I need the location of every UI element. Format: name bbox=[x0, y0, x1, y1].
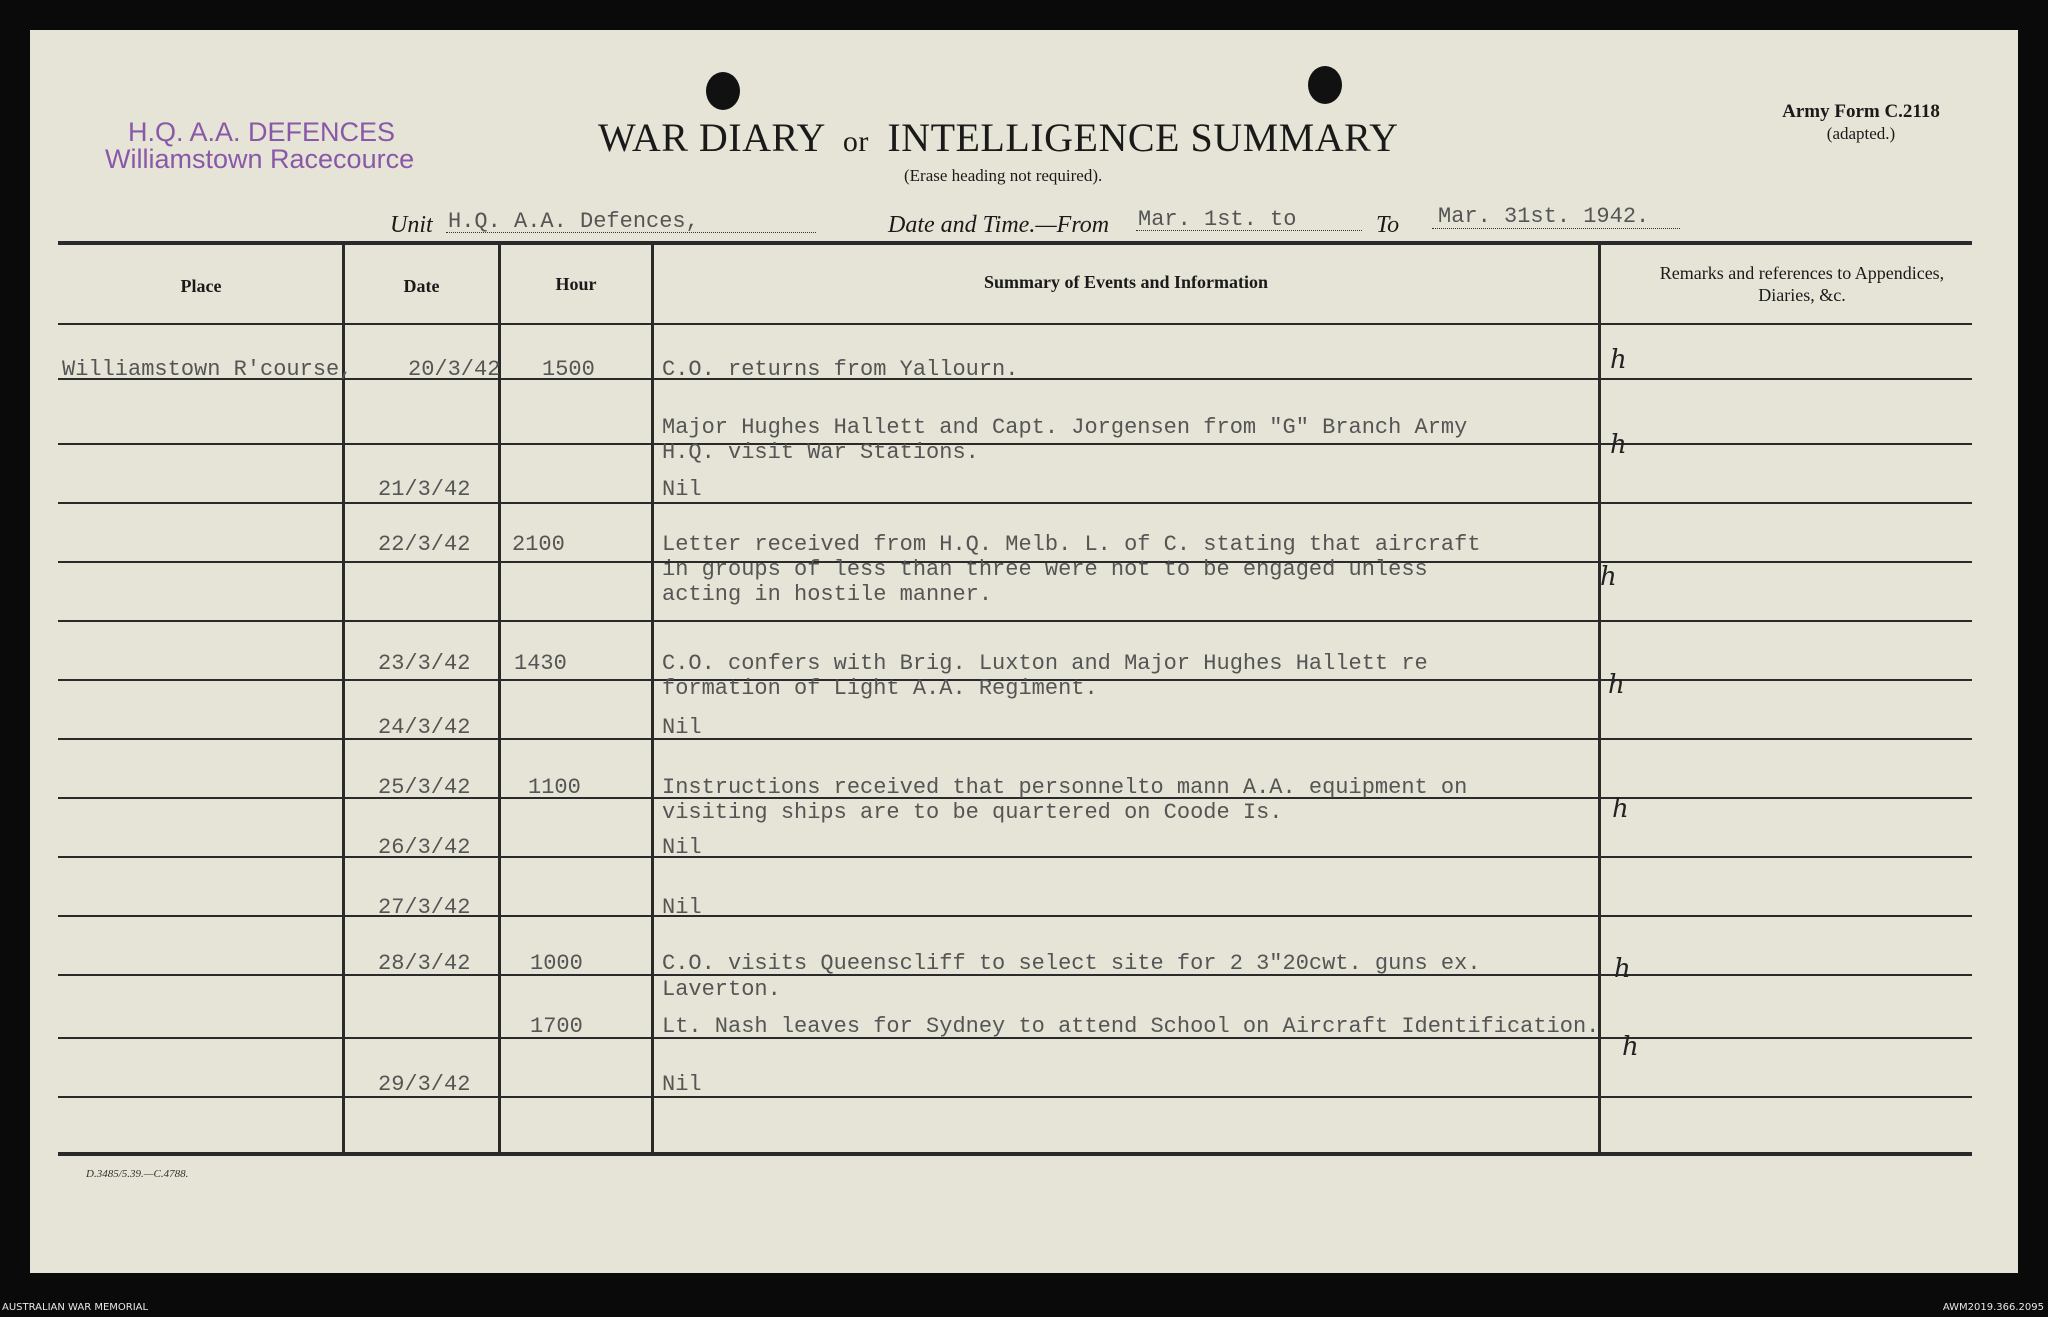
date-cell: 22/3/42 bbox=[378, 532, 471, 557]
date-cell: 28/3/42 bbox=[378, 951, 471, 976]
date-cell: 21/3/42 bbox=[378, 477, 471, 502]
summary-line: C.O. returns from Yallourn. bbox=[662, 357, 1019, 382]
summary-line: Nil bbox=[662, 477, 702, 502]
summary-line: Lt. Nash leaves for Sydney to attend School on Aircraft Identification. bbox=[662, 1014, 1600, 1039]
unit-stamp-line2: Williamstown Racecource bbox=[105, 144, 415, 174]
column-header-place: Place bbox=[180, 276, 222, 296]
date-cell: 24/3/42 bbox=[378, 715, 471, 740]
credit-right: AWM2019.366.2095 bbox=[1942, 1302, 2044, 1313]
column-divider bbox=[651, 244, 654, 1156]
erase-note: (Erase heading not required). bbox=[904, 166, 1103, 185]
form-code: D.3485/5.39.—C.4788. bbox=[86, 1168, 189, 1180]
row-rule bbox=[58, 620, 1972, 622]
summary-line: H.Q. visit War Stations. bbox=[662, 440, 979, 465]
date-cell: 26/3/42 bbox=[378, 835, 471, 860]
column-header-hour: Hour bbox=[555, 274, 597, 294]
column-header-summary: Summary of Events and Information bbox=[983, 272, 1269, 292]
row-rule bbox=[58, 443, 1972, 445]
row-rule bbox=[58, 738, 1972, 740]
date-cell: 29/3/42 bbox=[378, 1072, 471, 1097]
title-part2: INTELLIGENCE SUMMARY bbox=[887, 115, 1399, 160]
initials-mark: h bbox=[1608, 670, 1625, 700]
to-value: Mar. 31st. 1942. bbox=[1438, 204, 1650, 229]
row-rule bbox=[58, 915, 1972, 917]
hour-cell: 1100 bbox=[528, 775, 581, 800]
initials-mark: h bbox=[1612, 794, 1629, 824]
summary-line: visiting ships are to be quartered on Coode Is. bbox=[662, 800, 1283, 825]
hour-cell: 1000 bbox=[530, 951, 583, 976]
initials-mark: h bbox=[1610, 345, 1627, 375]
army-form-label bbox=[1768, 101, 1954, 145]
date-cell: 25/3/42 bbox=[378, 775, 471, 800]
date-cell: 23/3/42 bbox=[378, 651, 471, 676]
army-form-number: Army Form C.2118 bbox=[1782, 101, 1940, 122]
table-top-rule bbox=[58, 241, 1972, 245]
page-title bbox=[598, 114, 1398, 161]
summary-line: Major Hughes Hallett and Capt. Jorgensen from "G" Branch Army bbox=[662, 415, 1468, 440]
army-form-note: (adapted.) bbox=[1826, 124, 1896, 143]
initials-mark: h bbox=[1610, 430, 1627, 460]
row-rule bbox=[58, 1096, 1972, 1098]
unit-stamp-line1: H.Q. A.A. DEFENCES bbox=[128, 117, 396, 147]
summary-line: in groups of less than three were not to be engaged unless bbox=[662, 557, 1428, 582]
initials-mark: h bbox=[1622, 1032, 1639, 1062]
summary-line: Letter received from H.Q. Melb. L. of C. stating that aircraft bbox=[662, 532, 1481, 557]
summary-line: C.O. confers with Brig. Luxton and Major Hughes Hallett re bbox=[662, 651, 1428, 676]
summary-line: Instructions received that personnelto mann A.A. equipment on bbox=[662, 775, 1468, 800]
summary-line: Laverton. bbox=[662, 977, 781, 1002]
row-rule bbox=[58, 502, 1972, 504]
date-cell: 27/3/42 bbox=[378, 895, 471, 920]
summary-line: Nil bbox=[662, 895, 702, 920]
summary-line: acting in hostile manner. bbox=[662, 582, 993, 607]
punch-hole bbox=[706, 72, 740, 110]
summary-line: Nil bbox=[662, 835, 702, 860]
title-or: or bbox=[842, 125, 869, 158]
column-header-date: Date bbox=[403, 276, 440, 296]
unit-value: H.Q. A.A. Defences, bbox=[448, 209, 699, 234]
hour-cell: 2100 bbox=[512, 532, 565, 557]
hour-cell: 1700 bbox=[530, 1014, 583, 1039]
column-header-remarks: Remarks and references to Appendices, Diaries, &c. bbox=[1659, 263, 1945, 305]
table-bottom-rule bbox=[58, 1152, 1972, 1156]
hour-cell: 1500 bbox=[542, 357, 595, 382]
unit-label: Unit bbox=[390, 212, 433, 238]
summary-line: C.O. visits Queenscliff to select site for 2 3"20cwt. guns ex. bbox=[662, 951, 1481, 976]
credit-left: AUSTRALIAN WAR MEMORIAL bbox=[2, 1302, 149, 1313]
summary-line: Nil bbox=[662, 1072, 702, 1097]
initials-mark: h bbox=[1614, 954, 1631, 984]
punch-hole bbox=[1308, 66, 1342, 104]
hour-cell: 1430 bbox=[514, 651, 567, 676]
date-cell: 20/3/42 bbox=[408, 357, 501, 382]
row-rule bbox=[58, 856, 1972, 858]
place-cell: Williamstown R'course, bbox=[62, 357, 353, 382]
date-time-label: Date and Time.—From bbox=[888, 212, 1110, 238]
initials-mark: h bbox=[1600, 562, 1617, 592]
summary-line: formation of Light A.A. Regiment. bbox=[662, 676, 1098, 701]
header-rule bbox=[58, 323, 1972, 325]
from-value: Mar. 1st. to bbox=[1138, 207, 1297, 232]
summary-line: Nil bbox=[662, 715, 702, 740]
title-part1: WAR DIARY bbox=[598, 115, 825, 160]
to-label: To bbox=[1376, 212, 1400, 238]
